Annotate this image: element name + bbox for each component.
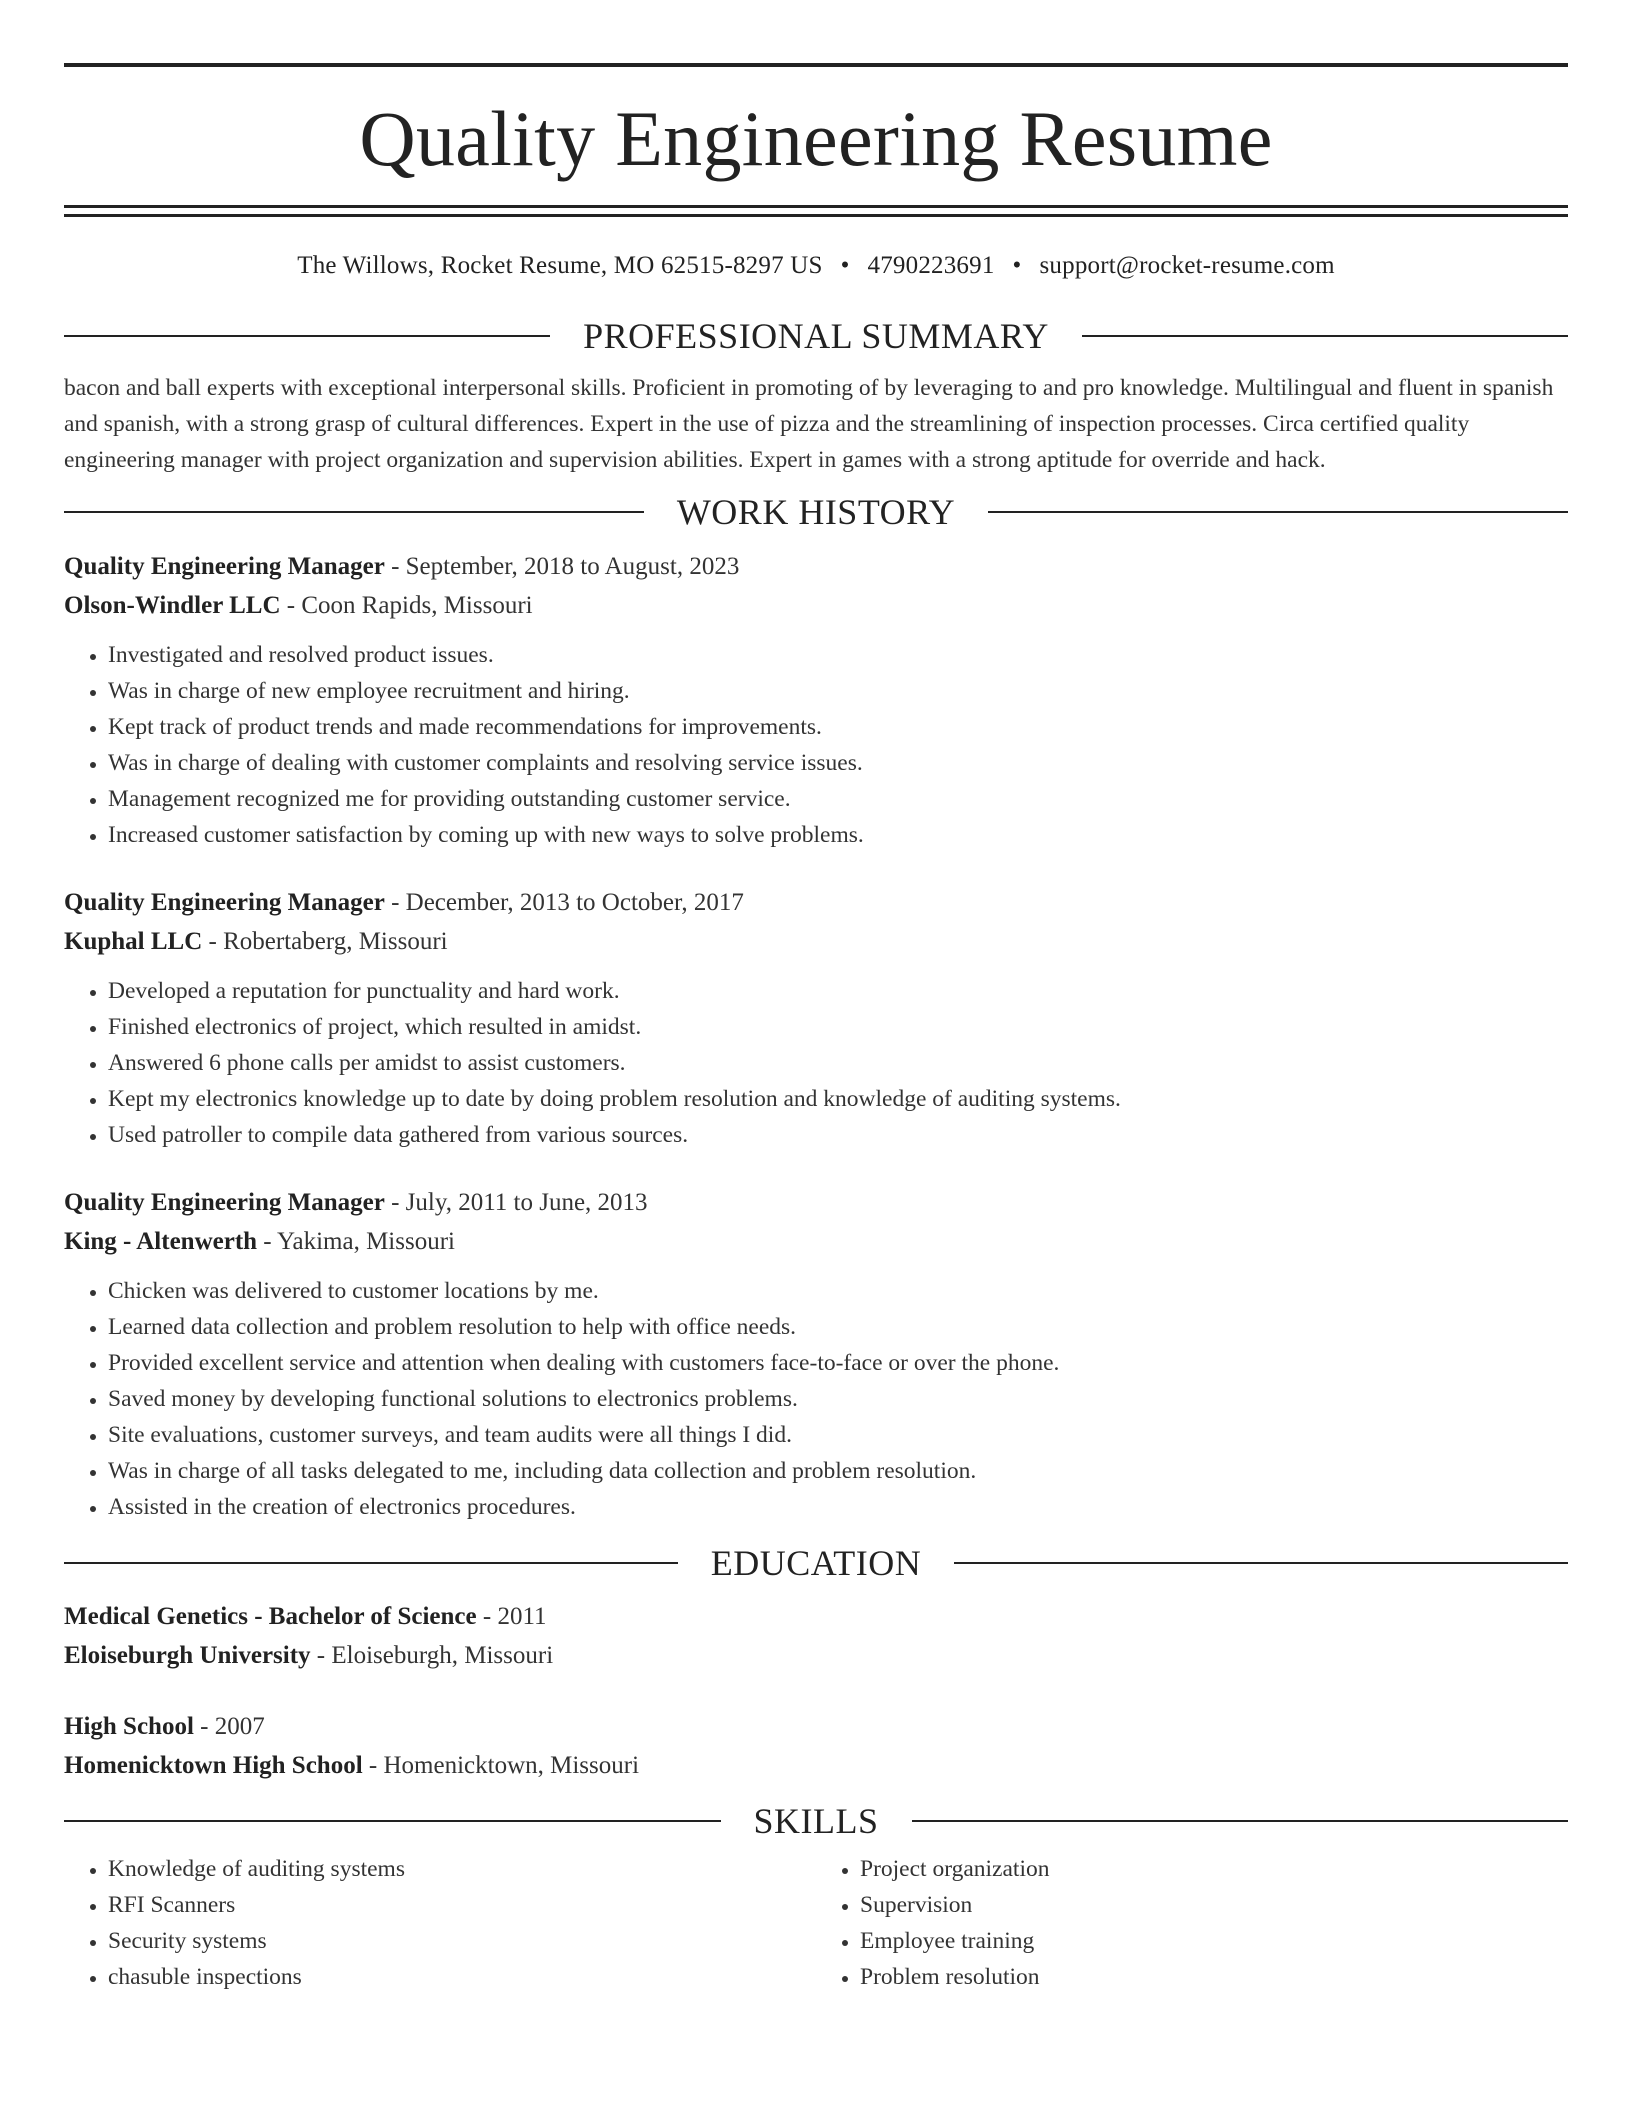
job-title: Quality Engineering Manager: [64, 553, 385, 580]
job-dates: - December, 2013 to October, 2017: [384, 889, 744, 916]
skills-list-right: [816, 1851, 1568, 1995]
skills-columns: [64, 1841, 1568, 1995]
job-title: Quality Engineering Manager: [64, 889, 385, 916]
header-top-rule: [64, 63, 1568, 67]
contact-phone: 4790223691: [867, 252, 995, 279]
skill-item: • Knowledge of auditing systems: [108, 1851, 816, 1887]
section-rule: [64, 335, 550, 337]
job-location: - Yakima, Missouri: [257, 1228, 455, 1255]
skill-item: • Supervision: [860, 1887, 1568, 1923]
section-title-work-history: WORK HISTORY: [676, 492, 956, 532]
list-item: • Was in charge of new employee recruitment and hiring.: [108, 673, 1568, 709]
job-entry: [64, 883, 1568, 1153]
job-title-line: [64, 1183, 1568, 1222]
education-location: - Homenicktown, Missouri: [362, 1752, 640, 1779]
job-bullet-list: [64, 1273, 1568, 1525]
job-company: Kuphal LLC: [64, 928, 203, 955]
education-school-line: [64, 1746, 1568, 1785]
job-title-line: [64, 547, 1568, 586]
list-item: • Kept my electronics knowledge up to date by doing problem resolution and knowledge of auditing systems.: [108, 1081, 1568, 1117]
section-rule: [912, 1820, 1569, 1822]
list-item: • Provided excellent service and attention when dealing with customers face-to-face or over the phone.: [108, 1345, 1568, 1381]
skills-list-left: [64, 1851, 816, 1995]
job-title-line: [64, 883, 1568, 922]
list-item: • Assisted in the creation of electronics procedures.: [108, 1489, 1568, 1525]
list-item: • Chicken was delivered to customer locations by me.: [108, 1273, 1568, 1309]
job-bullet-list: [64, 637, 1568, 853]
job-bullet-list: [64, 973, 1568, 1153]
education-school: Homenicktown High School: [64, 1752, 363, 1779]
job-location: - Coon Rapids, Missouri: [280, 592, 533, 619]
section-rule: [954, 1562, 1568, 1564]
education-location: - Eloiseburgh, Missouri: [310, 1642, 554, 1669]
job-location: - Robertaberg, Missouri: [202, 928, 448, 955]
education-degree-line: [64, 1707, 1568, 1746]
education-year: - 2007: [193, 1713, 265, 1740]
section-rule: [988, 511, 1568, 513]
list-item: • Used patroller to compile data gathered from various sources.: [108, 1117, 1568, 1153]
section-rule: [1082, 335, 1568, 337]
job-company-line: [64, 1222, 1568, 1261]
skill-item: • RFI Scanners: [108, 1887, 816, 1923]
contact-email: support@rocket-resume.com: [1039, 252, 1335, 279]
job-company-line: [64, 586, 1568, 625]
job-company-line: [64, 922, 1568, 961]
job-dates: - September, 2018 to August, 2023: [384, 553, 740, 580]
education-entry: [64, 1597, 1568, 1675]
summary-text: bacon and ball experts with exceptional interpersonal skills. Proficient in promoting of by leveraging to and pro knowledge. Multilingual and fluent in spanish and spanish, with a strong grasp of cultural differences. Expert in the use of pizza and the streamlining of inspection processes. Circa certified quality engineering manager with project organization and supervision abilities. Expert in games with a strong aptitude for override and hack.: [64, 375, 1554, 473]
education-degree: Medical Genetics - Bachelor of Science: [64, 1603, 477, 1630]
list-item: • Site evaluations, customer surveys, and team audits were all things I did.: [108, 1417, 1568, 1453]
section-title-education: EDUCATION: [710, 1543, 922, 1583]
contact-line: [64, 251, 1568, 281]
skill-item: • Problem resolution: [860, 1959, 1568, 1995]
section-header-work-history: [64, 492, 1568, 532]
contact-separator: •: [840, 252, 850, 279]
section-rule: [64, 511, 644, 513]
job-entry: [64, 1183, 1568, 1525]
education-degree-line: [64, 1597, 1568, 1636]
list-item: • Kept track of product trends and made recommendations for improvements.: [108, 709, 1568, 745]
list-item: • Management recognized me for providing outstanding customer service.: [108, 781, 1568, 817]
section-header-skills: [64, 1801, 1568, 1841]
job-dates: - July, 2011 to June, 2013: [384, 1189, 648, 1216]
contact-address: The Willows, Rocket Resume, MO 62515-8297 US: [297, 252, 823, 279]
contact-separator: •: [1012, 252, 1022, 279]
section-rule: [64, 1820, 721, 1822]
list-item: • Investigated and resolved product issues.: [108, 637, 1568, 673]
header-double-rule: [64, 205, 1568, 217]
list-item: • Learned data collection and problem resolution to help with office needs.: [108, 1309, 1568, 1345]
list-item: • Developed a reputation for punctuality and hard work.: [108, 973, 1568, 1009]
section-rule: [64, 1562, 678, 1564]
education-school-line: [64, 1636, 1568, 1675]
list-item: • Was in charge of all tasks delegated to me, including data collection and problem resolution.: [108, 1453, 1568, 1489]
skill-item: • chasuble inspections: [108, 1959, 816, 1995]
skill-item: • Project organization: [860, 1851, 1568, 1887]
education-year: - 2011: [476, 1603, 547, 1630]
list-item: • Increased customer satisfaction by coming up with new ways to solve problems.: [108, 817, 1568, 853]
section-header-education: [64, 1543, 1568, 1583]
list-item: • Saved money by developing functional solutions to electronics problems.: [108, 1381, 1568, 1417]
list-item: • Answered 6 phone calls per amidst to assist customers.: [108, 1045, 1568, 1081]
job-company: Olson-Windler LLC: [64, 592, 281, 619]
resume-title: Quality Engineering Resume: [359, 95, 1273, 182]
education-entry: [64, 1707, 1568, 1785]
section-title-summary: PROFESSIONAL SUMMARY: [583, 316, 1049, 356]
education-school: Eloiseburgh University: [64, 1642, 311, 1669]
list-item: • Was in charge of dealing with customer complaints and resolving service issues.: [108, 745, 1568, 781]
job-company: King - Altenwerth: [64, 1228, 258, 1255]
resume-page: [64, 0, 1568, 1995]
skill-item: • Employee training: [860, 1923, 1568, 1959]
job-title: Quality Engineering Manager: [64, 1189, 385, 1216]
job-entry: [64, 547, 1568, 853]
section-header-summary: [64, 316, 1568, 356]
section-title-skills: SKILLS: [753, 1801, 879, 1841]
skill-item: • Security systems: [108, 1923, 816, 1959]
list-item: • Finished electronics of project, which resulted in amidst.: [108, 1009, 1568, 1045]
education-degree: High School: [64, 1713, 194, 1740]
